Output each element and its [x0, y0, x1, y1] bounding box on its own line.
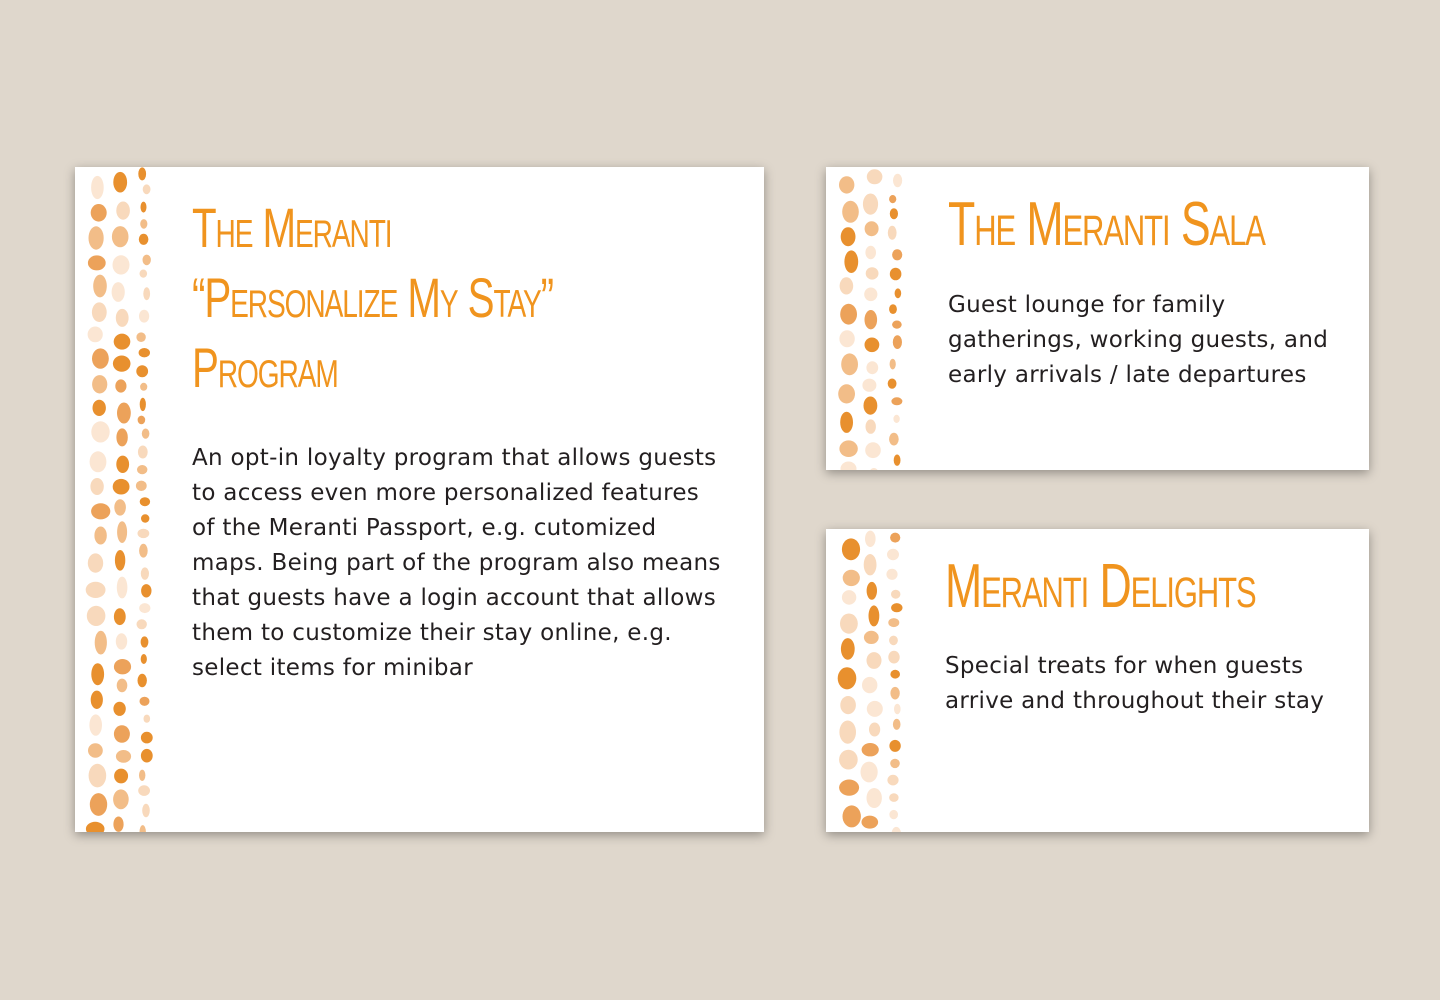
decorative-dot	[843, 570, 860, 586]
decorative-dot	[838, 384, 855, 403]
decorative-dot	[93, 400, 106, 416]
decorative-dot	[889, 810, 898, 819]
decorative-dot	[889, 195, 896, 203]
decorative-dot	[888, 379, 897, 389]
decorative-dot	[888, 226, 897, 240]
decorative-dot	[893, 719, 901, 730]
decorative-dot	[141, 514, 149, 522]
decorative-dot	[95, 631, 107, 655]
decorative-dot	[842, 538, 860, 560]
decorative-dot	[137, 619, 147, 629]
decorative-dot	[139, 544, 148, 558]
decorative-dot	[141, 584, 151, 597]
decorative-dot	[89, 226, 104, 249]
decorative-dot	[87, 606, 106, 626]
decorative-dot	[88, 327, 103, 343]
decorative-dot	[892, 321, 902, 329]
decorative-dot	[840, 277, 854, 294]
decorative-dot	[839, 176, 854, 193]
decorative-dot	[113, 479, 130, 495]
decorative-dot	[140, 825, 146, 832]
decorative-dot	[841, 353, 858, 375]
decorative-dot	[113, 356, 131, 372]
decorative-dot	[889, 636, 898, 646]
decorative-dot	[865, 338, 880, 353]
decorative-dot	[113, 255, 130, 274]
card-title-line: The Meranti	[192, 196, 392, 259]
decorative-dot	[88, 743, 103, 757]
decorative-dot	[864, 397, 878, 415]
decorative-dot	[142, 804, 150, 817]
decorative-dot	[840, 614, 858, 634]
decorative-dot	[865, 310, 878, 329]
decorative-dot	[140, 497, 150, 506]
decorative-dot	[143, 287, 150, 300]
decorative-dot	[138, 529, 150, 538]
decorative-dot	[141, 567, 149, 579]
decorative-dot	[117, 521, 127, 543]
decorative-dot	[886, 569, 897, 580]
decorative-dot	[116, 750, 131, 763]
decorative-dot	[138, 674, 147, 688]
decorative-dot	[141, 732, 153, 744]
decorative-dot	[140, 383, 147, 391]
decorative-dot	[889, 304, 897, 314]
decorative-dot	[90, 451, 107, 472]
decorative-dot	[138, 416, 146, 425]
decorative-dot	[91, 421, 109, 442]
decorative-dot	[840, 696, 856, 714]
decorative-dot	[866, 267, 879, 279]
decorative-dot	[887, 549, 899, 560]
decorative-dot	[866, 419, 876, 433]
decorative-dot	[138, 785, 150, 796]
decorative-dot	[92, 375, 107, 393]
decorative-dot	[839, 440, 857, 457]
decorative-dot	[93, 275, 107, 298]
decorative-dot	[843, 805, 861, 827]
decorative-dot	[867, 169, 883, 184]
decorative-dot	[115, 550, 125, 571]
decorative-dot	[839, 330, 854, 347]
decorative-dot	[891, 590, 900, 599]
decorative-dot	[90, 793, 107, 816]
decorative-dot	[91, 691, 103, 709]
decorative-dot	[117, 679, 128, 693]
decorative-dot	[893, 415, 899, 423]
dot-pattern-decoration	[826, 167, 926, 470]
decorative-dot	[139, 348, 150, 357]
decorative-dot	[888, 618, 899, 627]
decorative-dot	[92, 302, 107, 322]
decorative-dot	[113, 172, 127, 193]
decorative-dot	[890, 759, 900, 768]
decorative-dot	[138, 167, 146, 180]
decorative-dot	[861, 762, 878, 783]
decorative-dot	[890, 687, 899, 700]
decorative-dot	[887, 775, 898, 786]
decorative-dot	[840, 412, 853, 433]
decorative-dot	[113, 702, 125, 716]
decorative-dot	[141, 636, 149, 647]
decorative-dot	[844, 250, 858, 273]
decorative-dot	[841, 462, 857, 471]
decorative-dot	[888, 651, 899, 664]
card-description: An opt-in loyalty program that allows guests to access even more personalized features of the Meranti Passport, e.g. cutomized maps. Being part of the program also means that guests have a login account that allows them to customize their stay online, e.g. select items for minibar	[192, 445, 721, 681]
decorative-dot	[139, 234, 149, 245]
decorative-dot	[117, 403, 131, 424]
card-personalize-my-stay	[75, 167, 764, 832]
decorative-dot	[91, 503, 110, 519]
decorative-dot	[842, 590, 856, 605]
decorative-dot	[864, 554, 877, 575]
decorative-dot	[117, 577, 128, 599]
decorative-dot	[890, 533, 900, 543]
decorative-dot	[865, 246, 876, 260]
card-meranti-sala	[826, 167, 1369, 470]
decorative-dot	[140, 697, 150, 706]
dot-pattern-decoration	[75, 167, 175, 832]
decorative-dot	[138, 446, 148, 459]
decorative-dot	[136, 481, 147, 491]
decorative-dot	[862, 677, 877, 693]
decorative-dot	[115, 379, 126, 392]
decorative-dot	[141, 202, 147, 213]
decorative-dot	[889, 793, 898, 802]
card-title	[192, 193, 553, 403]
decorative-dot	[139, 603, 150, 613]
card-title-line: The Meranti Sala	[948, 190, 1265, 259]
decorative-dot	[867, 582, 877, 600]
decorative-dot	[89, 764, 107, 788]
card-title	[945, 547, 1256, 627]
decorative-dot	[891, 603, 902, 612]
decorative-dot	[88, 255, 106, 270]
decorative-dot	[892, 249, 902, 260]
card-title	[948, 185, 1265, 265]
decorative-dot	[140, 219, 147, 229]
decorative-dot	[867, 701, 883, 717]
card-description: Special treats for when guests arrive and throughout their stay	[945, 653, 1325, 714]
decorative-dot	[141, 749, 153, 763]
decorative-dot	[113, 789, 129, 809]
decorative-dot	[114, 499, 126, 515]
card-title-line: Meranti Delights	[945, 552, 1256, 621]
decorative-dot	[893, 335, 902, 349]
decorative-dot	[842, 201, 859, 223]
decorative-dot	[140, 398, 146, 411]
decorative-dot	[889, 740, 900, 752]
card-description: Guest lounge for family gatherings, working guests, and early arrivals / late departures	[948, 292, 1329, 388]
decorative-dot	[114, 769, 128, 784]
decorative-dot	[865, 221, 879, 236]
decorative-dot	[112, 282, 125, 302]
decorative-dot	[869, 468, 880, 470]
decorative-dot	[864, 288, 877, 302]
decorative-dot	[113, 817, 123, 832]
decorative-dot	[862, 816, 879, 829]
decorative-dot	[892, 827, 901, 832]
decorative-dot	[863, 194, 878, 215]
decorative-dot	[114, 334, 131, 350]
decorative-dot	[862, 379, 876, 392]
dot-pattern-decoration	[826, 529, 926, 832]
decorative-dot	[839, 780, 859, 796]
decorative-dot	[867, 788, 882, 808]
decorative-dot	[112, 226, 129, 247]
decorative-dot	[894, 455, 901, 466]
decorative-dot	[840, 304, 857, 325]
decorative-dot	[94, 527, 106, 545]
decorative-dot	[90, 478, 103, 495]
decorative-dot	[116, 309, 129, 327]
decorative-dot	[92, 348, 109, 368]
decorative-dot	[891, 397, 902, 405]
decorative-dot	[139, 310, 149, 323]
decorative-dot	[142, 429, 150, 439]
decorative-dot	[890, 268, 902, 281]
card-title-line: “Personalize My Stay”	[192, 266, 554, 329]
decorative-dot	[114, 659, 131, 674]
decorative-dot	[841, 638, 855, 660]
decorative-dot	[895, 288, 902, 298]
decorative-dot	[866, 361, 878, 374]
decorative-dot	[862, 743, 879, 756]
decorative-dot	[114, 608, 126, 625]
decorative-dot	[143, 184, 151, 194]
decorative-dot	[864, 631, 879, 644]
card-meranti-delights	[826, 529, 1369, 832]
decorative-dot	[136, 365, 148, 377]
decorative-dot	[137, 465, 147, 474]
decorative-dot	[839, 721, 856, 744]
decorative-dot	[89, 714, 102, 735]
decorative-dot	[890, 208, 898, 219]
decorative-dot	[867, 652, 882, 669]
decorative-dot	[838, 667, 857, 689]
decorative-dot	[144, 715, 151, 723]
decorative-dot	[143, 255, 151, 266]
card-title-line: Program	[192, 336, 338, 399]
decorative-dot	[893, 174, 902, 188]
decorative-dot	[114, 725, 130, 743]
decorative-dot	[116, 456, 129, 473]
decorative-dot	[116, 428, 127, 446]
decorative-dot	[116, 633, 127, 649]
decorative-dot	[894, 704, 901, 715]
decorative-dot	[890, 359, 896, 370]
decorative-dot	[91, 176, 104, 199]
decorative-dot	[86, 822, 105, 832]
decorative-dot	[88, 553, 103, 572]
decorative-dot	[890, 670, 900, 679]
decorative-dot	[889, 433, 899, 446]
decorative-dot	[140, 270, 148, 278]
decorative-dot	[141, 654, 147, 664]
decorative-dot	[136, 332, 145, 342]
decorative-dot	[839, 750, 858, 770]
decorative-dot	[86, 582, 106, 598]
decorative-dot	[91, 204, 107, 222]
decorative-dot	[869, 605, 880, 626]
decorative-dot	[116, 202, 130, 220]
decorative-dot	[865, 442, 881, 458]
decorative-dot	[139, 770, 145, 781]
decorative-dot	[91, 663, 104, 685]
decorative-dot	[869, 723, 880, 737]
decorative-dot	[841, 227, 856, 246]
decorative-dot	[865, 531, 876, 547]
